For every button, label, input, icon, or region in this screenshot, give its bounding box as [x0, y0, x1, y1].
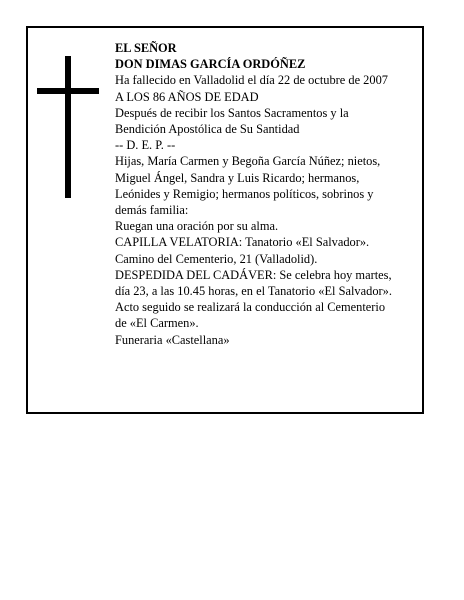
family-line-2: Miguel Ángel, Sandra y Luis Ricardo; hermanos, — [115, 170, 360, 185]
cross-horizontal-bar — [37, 88, 99, 94]
rip-line: -- D. E. P. -- — [115, 138, 176, 153]
sacraments-line-1: Después de recibir los Santos Sacramentos y la — [115, 105, 349, 120]
death-place-date: Ha fallecido en Valladolid el día 22 de octubre de 2007 — [115, 73, 388, 88]
wake-chapel-line-1: CAPILLA VELATORIA: Tanatorio «El Salvador». — [115, 235, 370, 250]
burial-line-1: Acto seguido se realizará la conducción al Cementerio — [115, 300, 386, 315]
family-line-1: Hijas, María Carmen y Begoña García Núñez; nietos, — [115, 154, 381, 169]
wake-chapel-line-2: Camino del Cementerio, 21 (Valladolid). — [115, 251, 318, 266]
family-line-4: demás familia: — [115, 203, 189, 218]
obituary-text — [115, 40, 425, 348]
deceased-name: DON DIMAS GARCÍA ORDÓÑEZ — [115, 57, 306, 72]
farewell-line-2: día 23, a las 10.45 horas, en el Tanatorio «El Salvador». — [115, 284, 392, 299]
family-line-3: Leónides y Remigio; hermanos políticos, sobrinos y — [115, 186, 374, 201]
funeral-home: Funeraria «Castellana» — [115, 332, 230, 347]
prayer-request: Ruegan una oración por su alma. — [115, 219, 279, 234]
latin-cross-icon — [37, 56, 99, 198]
sacraments-line-2: Bendición Apostólica de Su Santidad — [115, 122, 300, 137]
farewell-line-1: DESPEDIDA DEL CADÁVER: Se celebra hoy martes, — [115, 267, 392, 282]
cross-vertical-bar — [65, 56, 71, 198]
age-line: A LOS 86 AÑOS DE EDAD — [115, 89, 259, 104]
obituary-notice — [26, 26, 424, 414]
notice-heading-title: EL SEÑOR — [115, 41, 177, 55]
burial-line-2: de «El Carmen». — [115, 316, 199, 331]
